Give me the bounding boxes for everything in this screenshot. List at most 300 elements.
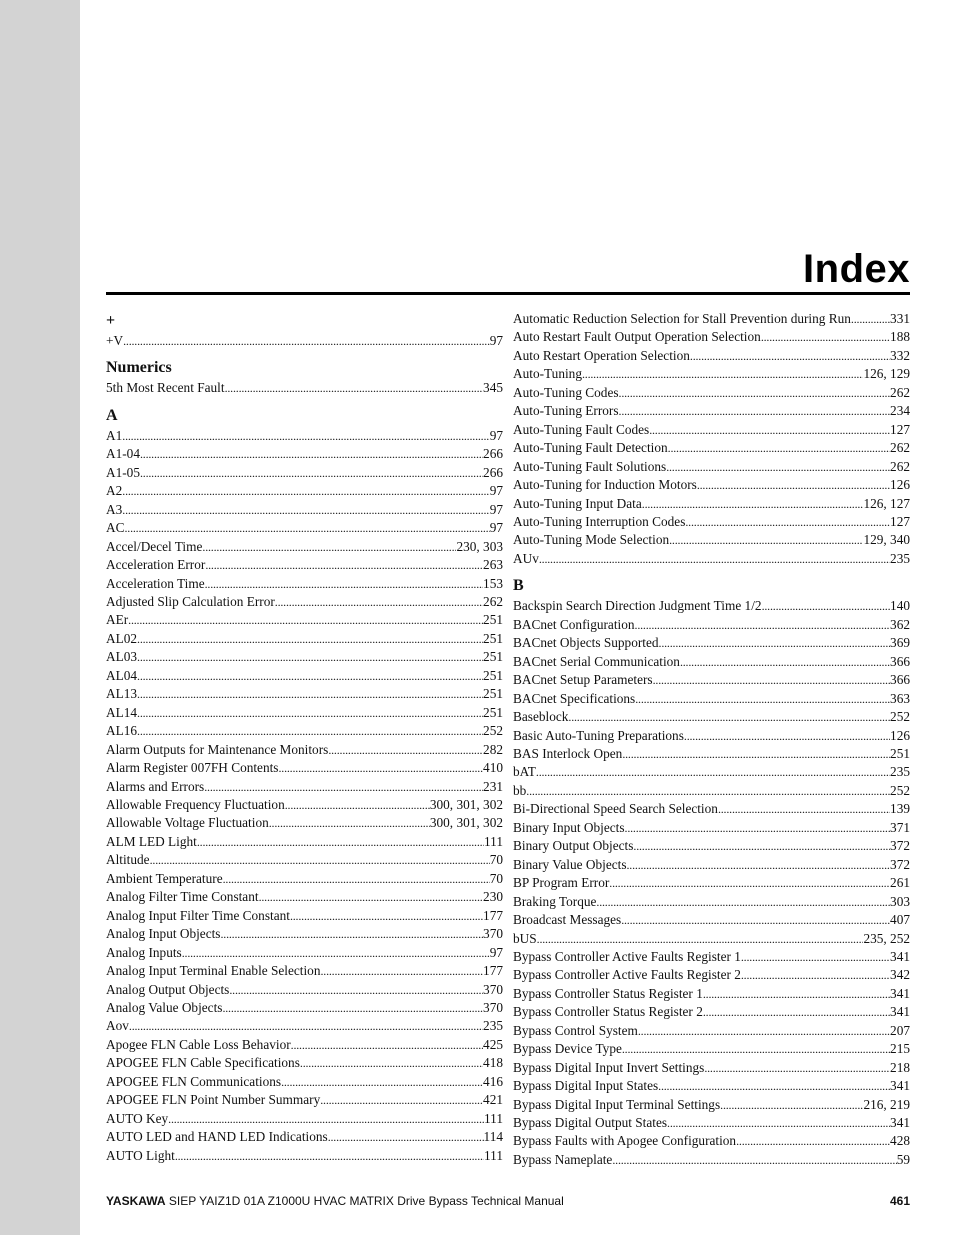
index-entry-term: Analog Input Filter Time Constant	[106, 907, 290, 923]
index-entry-term: Alarm Outputs for Maintenance Monitors	[106, 741, 329, 757]
index-entry-pages: 126	[890, 477, 910, 493]
dot-leader	[281, 1073, 483, 1091]
dot-leader	[124, 519, 489, 537]
index-entry	[106, 685, 503, 703]
index-entry	[106, 981, 503, 999]
index-entry	[513, 402, 910, 420]
dot-leader	[122, 501, 489, 519]
index-entry	[106, 519, 503, 537]
index-entry	[513, 513, 910, 531]
index-entry-pages: 425	[483, 1036, 503, 1052]
dot-leader	[736, 1132, 890, 1150]
index-entry-pages: 97	[489, 427, 503, 443]
index-entry	[513, 837, 910, 855]
index-entry	[513, 727, 910, 745]
index-entry	[513, 1132, 910, 1150]
index-entry-pages: 341	[890, 1115, 910, 1131]
index-column-left	[106, 310, 503, 1165]
index-entry	[513, 966, 910, 984]
dot-leader	[668, 439, 890, 457]
index-entry-pages: 126	[890, 727, 910, 743]
dot-leader	[684, 727, 890, 745]
index-entry-pages: 126, 127	[863, 495, 910, 511]
index-entry	[106, 944, 503, 962]
index-entry	[106, 611, 503, 629]
index-entry-term: Auto-Tuning Codes	[513, 384, 619, 400]
index-entry-pages: 371	[890, 819, 910, 835]
dot-leader	[685, 513, 890, 531]
dot-leader	[609, 874, 890, 892]
index-entry-term: Auto-Tuning Fault Solutions	[513, 458, 667, 474]
index-entry-pages: 111	[484, 1110, 503, 1126]
index-entry	[106, 575, 503, 593]
index-entry-pages: 251	[483, 649, 503, 665]
index-entry	[106, 648, 503, 666]
index-section-heading: B	[513, 577, 524, 595]
index-entry	[513, 782, 910, 800]
index-entry-term: AEr	[106, 612, 129, 628]
index-entry-term: APOGEE FLN Cable Specifications	[106, 1055, 300, 1071]
dot-leader	[229, 981, 483, 999]
index-entry-term: BAS Interlock Open	[513, 745, 623, 761]
index-entry	[106, 925, 503, 943]
index-entry-term: BACnet Specifications	[513, 690, 636, 706]
index-entry-pages: 341	[890, 985, 910, 1001]
index-entry-term: AL16	[106, 723, 138, 739]
index-entry	[106, 888, 503, 906]
dot-leader	[526, 782, 890, 800]
index-entry-term: Bypass Digital Output States	[513, 1115, 668, 1131]
index-section-heading: +	[106, 312, 116, 329]
index-entry	[513, 893, 910, 911]
index-entry-pages: 407	[890, 912, 910, 928]
index-entry-pages: 416	[483, 1073, 503, 1089]
dot-leader	[137, 685, 483, 703]
index-entry	[106, 1036, 503, 1054]
index-entry-term: Binary Input Objects	[513, 819, 625, 835]
index-entry-pages: 370	[483, 926, 503, 942]
dot-leader	[697, 476, 890, 494]
dot-leader	[704, 1059, 890, 1077]
index-entry-term: AUTO Key	[106, 1110, 169, 1126]
index-entry	[513, 476, 910, 494]
index-entry	[106, 445, 503, 463]
dot-leader	[290, 907, 483, 925]
index-entry-pages: 251	[483, 667, 503, 683]
index-entry-pages: 300, 301, 302	[429, 815, 503, 831]
index-entry-term: Bypass Faults with Apogee Configuration	[513, 1133, 737, 1149]
index-entry-term: AUTO Light	[106, 1147, 175, 1163]
index-entry-term: Bi-Directional Speed Search Selection	[513, 801, 718, 817]
index-entry-term: AL03	[106, 649, 138, 665]
dot-leader	[223, 870, 490, 888]
index-entry	[106, 1017, 503, 1035]
dot-leader	[137, 704, 483, 722]
index-entry	[106, 870, 503, 888]
dot-leader	[205, 575, 483, 593]
index-entry-pages: 266	[483, 464, 503, 480]
index-entry-pages: 261	[890, 875, 910, 891]
dot-leader	[275, 593, 483, 611]
index-entry-pages: 370	[483, 981, 503, 997]
index-entry-pages: 177	[483, 963, 503, 979]
index-entry-pages: 231	[483, 778, 503, 794]
index-entry-term: Bypass Digital Input States	[513, 1078, 659, 1094]
index-entry	[513, 597, 910, 615]
index-entry-term: Bypass Controller Active Faults Register 1	[513, 948, 741, 964]
index-entry-term: BACnet Configuration	[513, 616, 635, 632]
index-entry-pages: 129, 340	[863, 532, 910, 548]
index-entry-pages: 421	[483, 1092, 503, 1108]
dot-leader	[635, 616, 891, 634]
index-entry-pages: 342	[890, 967, 910, 983]
footer-manual-name: SIEP YAIZ1D 01A Z1000U HVAC MATRIX Drive Bypass Technical Manual	[168, 1194, 564, 1208]
index-entry-term: Analog Input Objects	[106, 926, 221, 942]
index-entry	[513, 671, 910, 689]
dot-leader	[140, 445, 483, 463]
index-entry-pages: 235	[890, 550, 910, 566]
index-entry	[513, 856, 910, 874]
index-entry	[513, 634, 910, 652]
index-entry-pages: 366	[890, 653, 910, 669]
index-entry-pages: 263	[483, 557, 503, 573]
index-entry	[513, 1003, 910, 1021]
index-entry-term: AC	[106, 520, 125, 536]
dot-leader	[622, 745, 890, 763]
index-entry-pages: 140	[890, 598, 910, 614]
index-entry-pages: 428	[890, 1133, 910, 1149]
index-entry-pages: 252	[890, 782, 910, 798]
index-entry-term: Bypass Device Type	[513, 1041, 622, 1057]
dot-leader	[140, 464, 483, 482]
dot-leader	[741, 948, 890, 966]
index-entry	[513, 708, 910, 726]
index-entry	[106, 538, 503, 556]
index-entry-pages: 235	[483, 1018, 503, 1034]
index-entry	[513, 1040, 910, 1058]
dot-leader	[537, 930, 864, 948]
dot-leader	[680, 653, 890, 671]
index-entry-pages: 341	[890, 1004, 910, 1020]
index-entry-term: Adjusted Slip Calculation Error	[106, 593, 275, 609]
dot-leader	[653, 671, 890, 689]
index-entry-pages: 303	[890, 893, 910, 909]
index-entry-pages: 70	[489, 870, 503, 886]
index-entry-pages: 262	[890, 440, 910, 456]
index-entry-pages: 370	[483, 999, 503, 1015]
index-entry-pages: 234	[890, 403, 910, 419]
index-entry-term: bUS	[513, 930, 537, 946]
index-entry-term: A1-04	[106, 446, 140, 462]
footer-manual-title	[106, 1193, 564, 1209]
page-footer	[106, 1193, 910, 1209]
page-number: 461	[889, 1194, 910, 1208]
index-entry-term: BACnet Setup Parameters	[513, 672, 653, 688]
dot-leader	[539, 550, 890, 568]
index-section-heading: A	[106, 406, 118, 424]
index-entry-term: Accel/Decel Time	[106, 538, 203, 554]
index-entry	[106, 796, 503, 814]
dot-leader	[175, 1147, 484, 1165]
index-entry-pages: 97	[489, 483, 503, 499]
index-column-right	[513, 310, 910, 1169]
index-entry	[513, 365, 910, 383]
index-entry-pages: 177	[483, 907, 503, 923]
index-entry-pages: 262	[890, 458, 910, 474]
index-entry	[513, 800, 910, 818]
index-entry	[106, 722, 503, 740]
index-entry-term: Ambient Temperature	[106, 870, 223, 886]
index-entry	[513, 328, 910, 346]
index-entry	[513, 384, 910, 402]
index-entry-pages: 331	[890, 311, 910, 326]
dot-leader	[259, 888, 483, 906]
dot-leader	[137, 722, 483, 740]
index-entry-pages: 341	[890, 948, 910, 964]
index-entry-pages: 207	[890, 1022, 910, 1038]
index-entry	[106, 1054, 503, 1072]
index-entry-term: AL14	[106, 704, 138, 720]
index-entry	[106, 667, 503, 685]
index-entry	[513, 985, 910, 1003]
dot-leader	[204, 778, 483, 796]
index-entry-pages: 127	[890, 421, 910, 437]
index-entry-pages: 188	[890, 329, 910, 345]
index-entry-pages: 97	[489, 944, 503, 960]
index-entry-pages: 97	[489, 501, 503, 517]
index-entry	[513, 819, 910, 837]
index-entry-term: BACnet Objects Supported	[513, 635, 659, 651]
index-entry-term: Bypass Digital Input Terminal Settings	[513, 1096, 721, 1112]
index-entry-term: BP Program Error	[513, 875, 610, 891]
index-entry-pages: 215	[890, 1041, 910, 1057]
index-entry-pages: 97	[489, 520, 503, 536]
dot-leader	[667, 1114, 890, 1132]
dot-leader	[669, 531, 863, 549]
dot-leader	[633, 837, 890, 855]
index-entry	[106, 704, 503, 722]
dot-leader	[222, 999, 483, 1017]
index-entry-term: 5th Most Recent Fault	[106, 380, 225, 396]
dot-leader	[625, 819, 891, 837]
dot-leader	[619, 384, 891, 402]
index-entry-term: Apogee FLN Cable Loss Behavior	[106, 1036, 291, 1052]
index-entry	[106, 1073, 503, 1091]
index-entry-term: Bypass Controller Status Register 1	[513, 985, 703, 1001]
index-entry	[513, 495, 910, 513]
index-entry-pages: 362	[890, 616, 910, 632]
dot-leader	[627, 856, 891, 874]
index-entry-term: Analog Input Terminal Enable Selection	[106, 963, 321, 979]
dot-leader	[220, 925, 483, 943]
index-entry-pages: 139	[890, 801, 910, 817]
dot-leader	[197, 833, 484, 851]
index-entry	[513, 1096, 910, 1114]
dot-leader	[137, 648, 483, 666]
index-entry	[106, 1147, 503, 1165]
index-entry-pages: 111	[484, 1147, 503, 1163]
index-entry	[106, 482, 503, 500]
dot-leader	[612, 1151, 896, 1169]
index-entry	[513, 310, 910, 328]
index-entry-term: ALM LED Light	[106, 833, 197, 849]
dot-leader	[596, 893, 890, 911]
index-entry	[513, 1077, 910, 1095]
index-entry-pages: 369	[890, 635, 910, 651]
index-entry-term: Braking Torque	[513, 893, 597, 909]
index-entry-term: Alarm Register 007FH Contents	[106, 760, 279, 776]
dot-leader	[291, 1036, 483, 1054]
dot-leader	[137, 667, 483, 685]
dot-leader	[536, 763, 890, 781]
index-entry-pages: 341	[890, 1078, 910, 1094]
index-entry-pages: 251	[483, 612, 503, 628]
index-entry-term: AL13	[106, 686, 138, 702]
index-entry-term: Automatic Reduction Selection for Stall Prevention during Run	[513, 311, 851, 326]
title-rule	[106, 292, 910, 295]
index-entry-term: A1	[106, 427, 123, 443]
index-entry	[513, 1114, 910, 1132]
dot-leader	[320, 1091, 483, 1109]
index-entry-pages: 300, 301, 302	[429, 796, 503, 812]
index-entry-pages: 235, 252	[863, 930, 910, 946]
index-entry	[513, 531, 910, 549]
dot-leader	[622, 1040, 890, 1058]
index-entry-pages: 282	[483, 741, 503, 757]
dot-leader	[278, 759, 483, 777]
index-entry	[513, 458, 910, 476]
dot-leader	[568, 708, 890, 726]
index-entry	[513, 653, 910, 671]
index-entry-term: Analog Output Objects	[106, 981, 230, 997]
index-entry	[106, 556, 503, 574]
index-entry-term: Bypass Digital Input Invert Settings	[513, 1059, 705, 1075]
dot-leader	[642, 495, 864, 513]
index-entry	[106, 833, 503, 851]
index-entry-pages: 153	[483, 575, 503, 591]
index-entry-term: Broadcast Messages	[513, 912, 622, 928]
dot-leader	[718, 800, 890, 818]
index-entry	[513, 1059, 910, 1077]
index-entry	[106, 593, 503, 611]
index-entry-term: AUTO LED and HAND LED Indications	[106, 1129, 328, 1145]
index-entry-pages: 230, 303	[456, 538, 503, 554]
index-entry-term: BACnet Serial Communication	[513, 653, 680, 669]
index-entry	[106, 999, 503, 1017]
index-entry-pages: 262	[483, 593, 503, 609]
index-entry-term: Basic Auto-Tuning Preparations	[513, 727, 684, 743]
index-entry-term: Analog Filter Time Constant	[106, 889, 259, 905]
index-entry-pages: 70	[489, 852, 503, 868]
index-entry-pages: 262	[890, 384, 910, 400]
index-entry	[513, 690, 910, 708]
index-entry	[513, 930, 910, 948]
index-entry-pages: 216, 219	[863, 1096, 910, 1112]
dot-leader	[328, 741, 483, 759]
index-entry-term: Altitude	[106, 852, 150, 868]
dot-leader	[582, 365, 863, 383]
index-entry-pages: 97	[489, 333, 503, 348]
dot-leader	[320, 962, 483, 980]
index-entry-term: Allowable Voltage Fluctuation	[106, 815, 269, 831]
index-entry-pages: 363	[890, 690, 910, 706]
dot-leader	[658, 1077, 890, 1095]
index-entry-term: Binary Output Objects	[513, 838, 634, 854]
index-entry-pages: 266	[483, 446, 503, 462]
index-entry-term: Backspin Search Direction Judgment Time 1/2	[513, 598, 762, 614]
index-entry	[513, 1022, 910, 1040]
dot-leader	[761, 328, 890, 346]
dot-leader	[202, 538, 456, 556]
index-entry	[106, 907, 503, 925]
index-entry	[106, 1110, 503, 1128]
index-entry-pages: 372	[890, 838, 910, 854]
dot-leader	[137, 630, 483, 648]
index-entry	[106, 501, 503, 519]
index-entry-pages: 418	[483, 1055, 503, 1071]
index-entry-pages: 251	[483, 704, 503, 720]
dot-leader	[638, 1022, 890, 1040]
index-entry-term: Auto Restart Fault Output Operation Selection	[513, 329, 761, 345]
index-entry-pages: 332	[890, 347, 910, 363]
dot-leader	[328, 1128, 484, 1146]
index-entry-term: Acceleration Error	[106, 557, 206, 573]
index-entry-term: Auto-Tuning for Induction Motors	[513, 477, 697, 493]
index-entry-pages: 59	[896, 1151, 910, 1167]
dot-leader	[690, 347, 890, 365]
index-entry-term: Analog Value Objects	[106, 999, 223, 1015]
index-entry-pages: 252	[483, 723, 503, 739]
dot-leader	[659, 634, 891, 652]
index-entry-pages: 251	[483, 686, 503, 702]
index-entry-term: Auto-Tuning Fault Detection	[513, 440, 668, 456]
dot-leader	[182, 944, 490, 962]
index-entry-pages: 114	[483, 1129, 503, 1145]
index-entry-term: Alarms and Errors	[106, 778, 205, 794]
index-entry-term: A2	[106, 483, 123, 499]
dot-leader	[851, 310, 890, 328]
index-section-heading: Numerics	[106, 359, 172, 377]
index-entry	[106, 851, 503, 869]
index-entry-term: +V	[106, 333, 124, 348]
index-entry-pages: 127	[890, 513, 910, 529]
dot-leader	[150, 851, 490, 869]
index-entry-pages: 126, 129	[863, 366, 910, 382]
index-entry-term: A1-05	[106, 464, 140, 480]
dot-leader	[300, 1054, 483, 1072]
index-entry	[513, 421, 910, 439]
index-entry	[106, 427, 503, 445]
index-entry	[106, 1091, 503, 1109]
index-entry-pages: 410	[483, 760, 503, 776]
footer-brand: YASKAWA	[106, 1194, 166, 1208]
dot-leader	[649, 421, 890, 439]
index-entry-term: APOGEE FLN Point Number Summary	[106, 1092, 321, 1108]
dot-leader	[741, 966, 890, 984]
index-entry-pages: 111	[484, 833, 503, 849]
dot-leader	[123, 332, 490, 350]
index-entry-term: Auto-Tuning Fault Codes	[513, 421, 650, 437]
dot-leader	[122, 482, 489, 500]
index-entry-pages: 230	[483, 889, 503, 905]
dot-leader	[205, 556, 483, 574]
index-entry-pages: 372	[890, 856, 910, 872]
index-entry	[106, 778, 503, 796]
index-entry	[513, 763, 910, 781]
dot-leader	[128, 611, 483, 629]
index-entry-pages: 345	[483, 380, 503, 396]
index-entry-term: Bypass Controller Status Register 2	[513, 1004, 703, 1020]
